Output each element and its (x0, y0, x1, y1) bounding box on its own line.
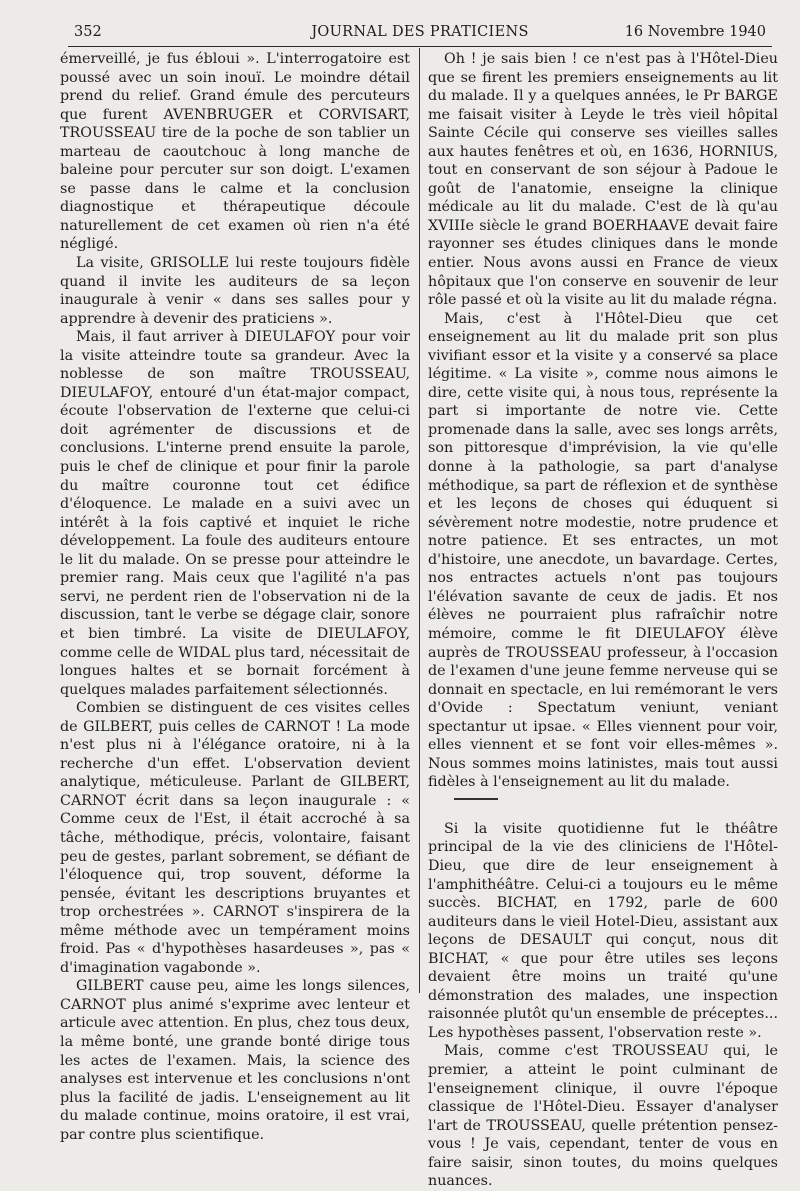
issue-date: 16 Novembre 1940 (624, 24, 766, 40)
paragraph: Si la visite quotidienne fut le théâtre principal de la vie des cliniciens de l'Hôtel-Dieu, que dire de leur enseignement à l'amphithéâtre. Celui-ci a toujours eu le même succès. BICHAT, en 1792, parle de 600 auditeurs dans le vieil Hotel-Dieu, assistant aux leçons de DESAULT qui conçut, nous dit BICHAT, « que pour être utiles ses leçons devaient être moins un traité qu'une démonstration des malades, une inspection raisonnée plutôt qu'un ensemble de préceptes... Les hypothèses passent, l'observation reste ». (428, 820, 778, 1041)
paragraph: La visite, GRISOLLE lui reste toujours fidèle quand il invite les auditeurs de sa leçon inaugurale à venir « dans ses salles pour y apprendre à devenir des praticiens ». (60, 255, 410, 327)
paragraph: GILBERT cause peu, aime les longs silences, CARNOT plus animé s'exprime avec lenteur et articule avec attention. En plus, chez tous deux, la même bonté, une grande bonté dirige tous les actes de l'examen. Mais, la science des analyses est intervenue et les conclusions n'ont plus la facilité de jadis. L'enseignement au lit du malade continue, moins oratoire, il est vrai, par contre plus scientifique. (60, 978, 410, 1143)
paragraph: Mais, il faut arriver à DIEULAFOY pour voir la visite atteindre toute sa grandeur. Avec la noblesse de son maître TROUSSEAU, DIEULAFOY, entouré d'un état-major compact, écoute l'observation de l'externe que celui-ci doit agrémenter de discussions et de conclusions. L'interne prend ensuite la parole, puis le chef de clinique et pour finir la parole du maître couronne tout cet édifice d'éloquence. Le malade en a suivi avec un intérêt à la fois captivé et inquiet le riche développement. La foule des auditeurs entoure le lit du malade. On se presse pour atteindre le premier rang. Mais ceux que l'agilité n'a pas servi, ne perdent rien de l'observation ni de la discussion, tant le verbe se dégage clair, sonore et bien timbré. La visite de DIEULAFOY, comme celle de WIDAL plus tard, nécessitait de longues haltes et se bornait forcément à quelques malades parfaitement sélectionnés. (60, 329, 410, 698)
running-header (68, 20, 772, 47)
paragraph: émerveillé, je fus ébloui ». L'interrogatoire est poussé avec un soin inouï. Le moindre détail prend du relief. Grand émule des percuteurs que furent AVENBRUGER et CORVISART, TROUSSEAU tire de la poche de son tablier un marteau de caoutchouc à long manche de baleine pour percuter sur son doigt. L'examen se passe dans le calme et la conclusion diagnostique et thérapeutique découle naturellement de cet examen où rien n'a été négligé. (60, 51, 410, 253)
right-column (428, 50, 778, 1191)
paragraph: Mais, comme c'est TROUSSEAU qui, le premier, a atteint le point culminant de l'enseignement clinique, il ouvre l'époque classique de l'Hôtel-Dieu. Essayer d'analyser l'art de TROUSSEAU, quelle prétention pensez-vous ! Je vais, cependant, tenter de vous en faire saisir, sinon toutes, du moins quelques nuances. (428, 1043, 778, 1190)
paragraph: Mais, c'est à l'Hôtel-Dieu que cet enseignement au lit du malade prit son plus vivifiant essor et la visite y a conservé sa place légitime. « La visite », comme nous aimons le dire, cette visite qui, à nous tous, représente la part si importante de notre vie. Cette promenade dans la salle, avec ses longs arrêts, son pittoresque d'imprévision, la vie qu'elle donne à la pathologie, sa part d'analyse méthodique, sa part de réflexion et de synthèse et les leçons de choses qui éduquent si sévèrement notre modestie, notre prudence et notre patience. Et ses entractes, un mot d'histoire, une anecdote, un bavardage. Certes, nos entractes actuels n'ont pas toujours l'élévation savante de ceux de jadis. Et nos élèves ne pourraient plus rafraîchir notre mémoire, comme le fit DIEULAFOY élève auprès de TROUSSEAU professeur, à l'occasion de l'examen d'une jeune femme nerveuse qui se donnait en spectacle, en lui remémorant le vers d'Ovide : Spectatum veniunt, veniant spectantur ut ipsae. « Elles viennent pour voir, elles viennent et se font voir elles-mêmes ». Nous sommes moins latinistes, mais tout aussi fidèles à l'enseignement au lit du malade. (428, 310, 778, 791)
paragraph: Combien se distinguent de ces visites celles de GILBERT, puis celles de CARNOT ! La mode n'est plus ni à l'élégance oratoire, ni à la recherche d'un effet. L'observation devient analytique, méticuleuse. Parlant de GILBERT, CARNOT écrit dans sa leçon inaugurale : « Comme ceux de l'Est, il était accroché à sa tâche, méthodique, précis, volontaire, faisant peu de gestes, parlant sobrement, se défiant de l'éloquence qui, trop souvent, déforme la pensée, évitant les descriptions bruyantes et trop orchestrées ». CARNOT s'inspirera de la même méthode avec un tempérament moins froid. Pas « d'hypothèses hasardeuses », pas « d'imagination vagabonde ». (60, 700, 410, 976)
column-divider (419, 48, 420, 993)
paragraph: Oh ! je sais bien ! ce n'est pas à l'Hôtel-Dieu que se firent les premiers enseignements au lit du malade. Il y a quelques années, le Pr BARGE me faisait visiter à Leyde le très vieil hôpital Sainte Cécile qui conserve ses vieilles salles aux hautes fenêtres et où, en 1636, HORNIUS, tout en conservant de son séjour à Padoue le goût de l'anatomie, enseigne la clinique médicale au lit du malade. C'est de là qu'au XVIIIe siècle le grand BOERHAAVE devait faire rayonner ses études cliniques dans le monde entier. Nous avons aussi en France de vieux hôpitaux que l'on conserve en souvenir de leur rôle passé et où la visite au lit du malade régna. (428, 51, 778, 309)
section-separator (454, 798, 498, 800)
journal-title: JOURNAL DES PRATICIENS (311, 24, 529, 40)
page-number: 352 (74, 24, 102, 40)
left-column (60, 50, 410, 1144)
